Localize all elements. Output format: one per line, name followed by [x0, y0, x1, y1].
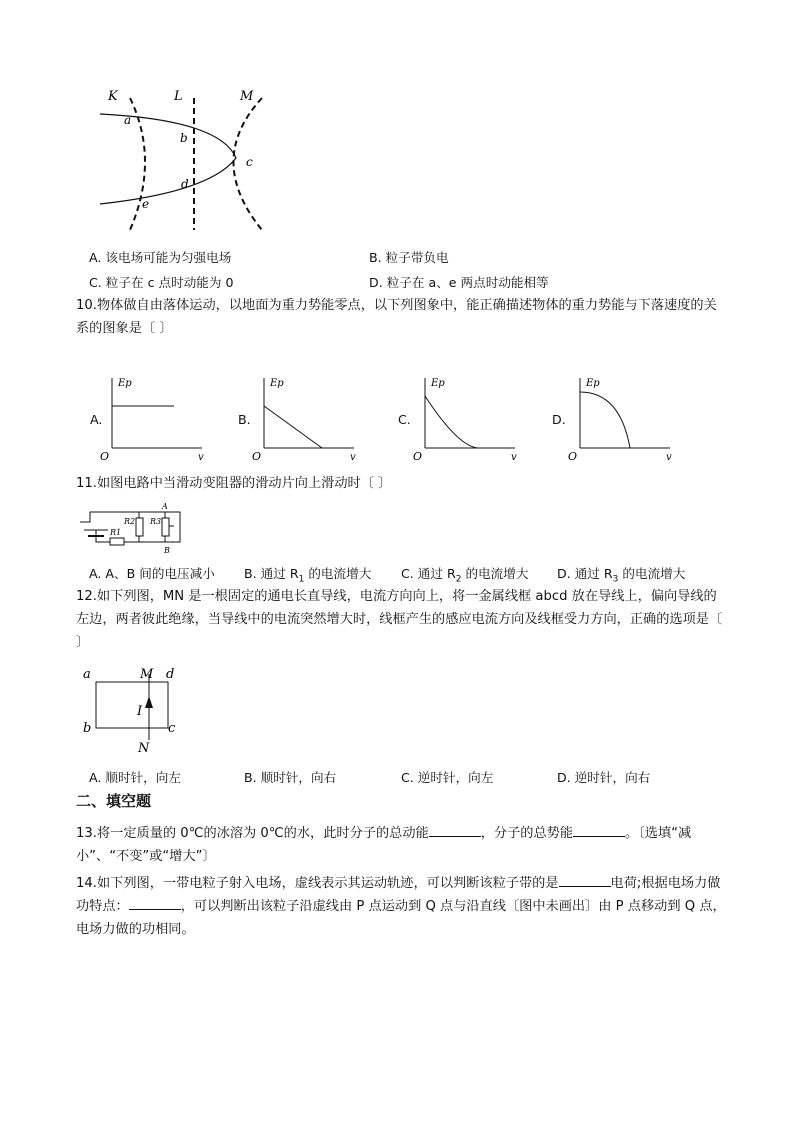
label-d: d [181, 177, 189, 191]
q14-blank-2[interactable] [129, 895, 181, 910]
label-b: b [180, 131, 188, 145]
svg-text:N: N [138, 741, 150, 756]
q10-graph-a [100, 372, 210, 462]
q13-question-text: 13.将一定质量的 0℃的冰溶为 0℃的水，此时分子的总动能 ，分子的总势能 。〔选填“减小”、“不变”或“增大”〕 [76, 822, 726, 868]
svg-text:v: v [350, 452, 356, 462]
q11-option-b[interactable]: B. 通过 $R_1$ 的电流增大 [244, 566, 372, 585]
q12-option-b[interactable]: B. 顺时针，向右 [244, 770, 337, 785]
q11-option-c[interactable]: C. 通过 $R_2$ 的电流增大 [401, 566, 529, 585]
svg-text:I: I [137, 704, 143, 719]
label-a: a [124, 113, 132, 127]
q9-option-c[interactable]: C. 粒子在 c 点时动能为 0 [89, 275, 234, 290]
q14-blank-1[interactable] [559, 872, 611, 887]
svg-text:O: O [568, 450, 578, 462]
q10-label-c[interactable]: C. [398, 412, 411, 427]
label-l: L [174, 89, 183, 104]
q14-question-text: 14.如下列图，一带电粒子射入电场，虚线表示其运动轨迹，可以判断该粒子带的是 电荷;根据电场力做功特点： ，可以判断出该粒子沿虚线由 P 点运动到 Q 点与沿直线〔图中未画出〕由 P 点移动到 Q 点，电场力做的功相同。 [76, 872, 726, 941]
q12-option-c[interactable]: C. 逆时针，向左 [401, 770, 494, 785]
svg-text:O: O [252, 450, 262, 462]
q13-blank-1[interactable] [429, 822, 481, 837]
svg-text:Ep: Ep [118, 378, 132, 389]
svg-text:v: v [198, 452, 204, 462]
q10-label-d[interactable]: D. [552, 412, 566, 427]
q12-option-d[interactable]: D. 逆时针，向右 [557, 770, 651, 785]
q10-graph-c [413, 372, 523, 462]
q10-graph-b [252, 372, 362, 462]
svg-text:M: M [140, 667, 154, 682]
q10-graph-d [568, 372, 678, 462]
svg-text:R2: R2 [124, 517, 136, 526]
q12-option-a[interactable]: A. 顺时针，向左 [89, 770, 181, 785]
q10-label-b[interactable]: B. [238, 412, 251, 427]
q13-blank-2[interactable] [573, 822, 625, 837]
q12-question-text: 12.如下列图，MN 是一根固定的通电长直导线，电流方向向上，将一金属线框 abcd 放在导线上，偏向导线的左边，两者彼此绝缘，当导线中的电流突然增大时，线框产生的感应电流方向及线框受力方向，正确的选项是〔 〕 [76, 589, 723, 650]
svg-text:O: O [100, 450, 110, 462]
svg-text:R1: R1 [110, 528, 122, 537]
svg-text:A: A [162, 502, 168, 511]
label-k: K [108, 89, 118, 104]
q11-option-a[interactable]: A. A、B 间的电压减小 [89, 566, 215, 581]
svg-text:b: b [83, 721, 92, 736]
q9-option-a[interactable]: A. 该电场可能为匀强电场 [89, 250, 232, 265]
q9-option-b[interactable]: B. 粒子带负电 [369, 250, 449, 265]
trajectory [100, 114, 236, 204]
svg-text:Ep: Ep [586, 378, 600, 389]
svg-text:d: d [166, 667, 175, 682]
q9-option-d[interactable]: D. 粒子在 a、e 两点时动能相等 [369, 275, 549, 290]
svg-text:Ep: Ep [270, 378, 284, 389]
wire-frame-figure [80, 660, 190, 756]
svg-text:c: c [168, 721, 176, 736]
electric-field-figure [90, 80, 300, 240]
svg-text:Ep: Ep [431, 378, 445, 389]
label-e: e [142, 197, 150, 211]
section-heading-fill-in: 二、填空题 [76, 792, 152, 810]
q11-option-d[interactable]: D. 通过 $R_3$ 的电流增大 [557, 566, 686, 585]
svg-text:v: v [666, 452, 672, 462]
q10-question-text: 10.物体做自由落体运动，以地面为重力势能零点，以下列图象中，能正确描述物体的重力势能与下落速度的关系的图象是〔 〕 [76, 298, 717, 336]
svg-text:R3: R3 [150, 517, 162, 526]
q10-label-a[interactable]: A. [90, 412, 103, 427]
label-m: M [240, 89, 254, 104]
svg-text:O: O [413, 450, 423, 462]
circuit-figure [76, 500, 186, 556]
svg-text:B: B [164, 546, 170, 555]
svg-text:v: v [511, 452, 517, 462]
label-c: c [246, 155, 253, 169]
q11-question-text: 11.如图电路中当滑动变阻器的滑动片向上滑动时〔 〕 [76, 476, 392, 491]
svg-text:a: a [83, 667, 91, 682]
